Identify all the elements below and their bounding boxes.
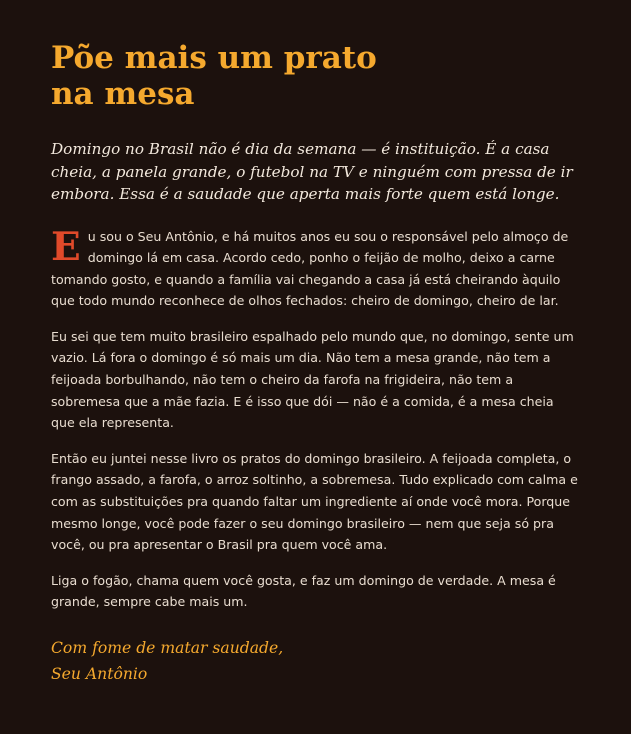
signoff-signature: Seu Antônio xyxy=(51,665,148,683)
lead-paragraph: Domingo no Brasil não é dia da semana — é instituição. É a casa cheia, a panela grande, o futebol na TV e ninguém com pressa de ir embora. Essa é a saudade que aperta mais forte quem está longe. xyxy=(51,140,573,203)
page-title xyxy=(51,40,431,112)
body-paragraph-1 xyxy=(51,223,581,312)
signoff xyxy=(51,635,581,687)
drop-cap: E xyxy=(51,223,81,270)
body-paragraph-3: Então eu juntei nesse livro os pratos do domingo brasileiro. A feijoada completa, o frango assado, a farofa, o arroz soltinho, a sobremesa. Tudo explicado com calma e com as substituições pra quando faltar um ingrediente aí onde você mora. Porque mesmo longe, você pode fazer o seu domingo brasileiro — nem que seja só pra você, ou pra apresentar o Brasil pra quem você ama. xyxy=(51,450,578,553)
body-paragraph-2: Eu sei que tem muito brasileiro espalhado pelo mundo que, no domingo, sente um vazio. Lá fora o domingo é só mais um dia. Não tem a mesa grande, não tem a feijoada borbulhando, não tem o cheiro da farofa na frigideira, não tem a sobremesa que a mãe fazia. E é isso que dói — não é a comida, é a mesa cheia que ela representa. xyxy=(51,328,574,431)
signoff-line-1: Com fome de matar saudade, xyxy=(51,639,284,657)
book-page xyxy=(51,40,581,687)
body-paragraph-4: Liga o fogão, chama quem você gosta, e faz um domingo de verdade. A mesa é grande, sempre cabe mais um. xyxy=(51,572,556,610)
body-paragraph-1-text: u sou o Seu Antônio, e há muitos anos eu sou o responsável pelo almoço de domingo lá em casa. Acordo cedo, ponho o feijão de molho, deixo a carne tomando gosto, e quando a família vai chegando a casa já está cheirando àquilo que todo mundo reconhece de olhos fechados: cheiro de domingo, cheiro de lar. xyxy=(51,228,569,309)
title-line-1: Põe mais um prato xyxy=(51,40,377,76)
title-line-2: na mesa xyxy=(51,76,195,112)
